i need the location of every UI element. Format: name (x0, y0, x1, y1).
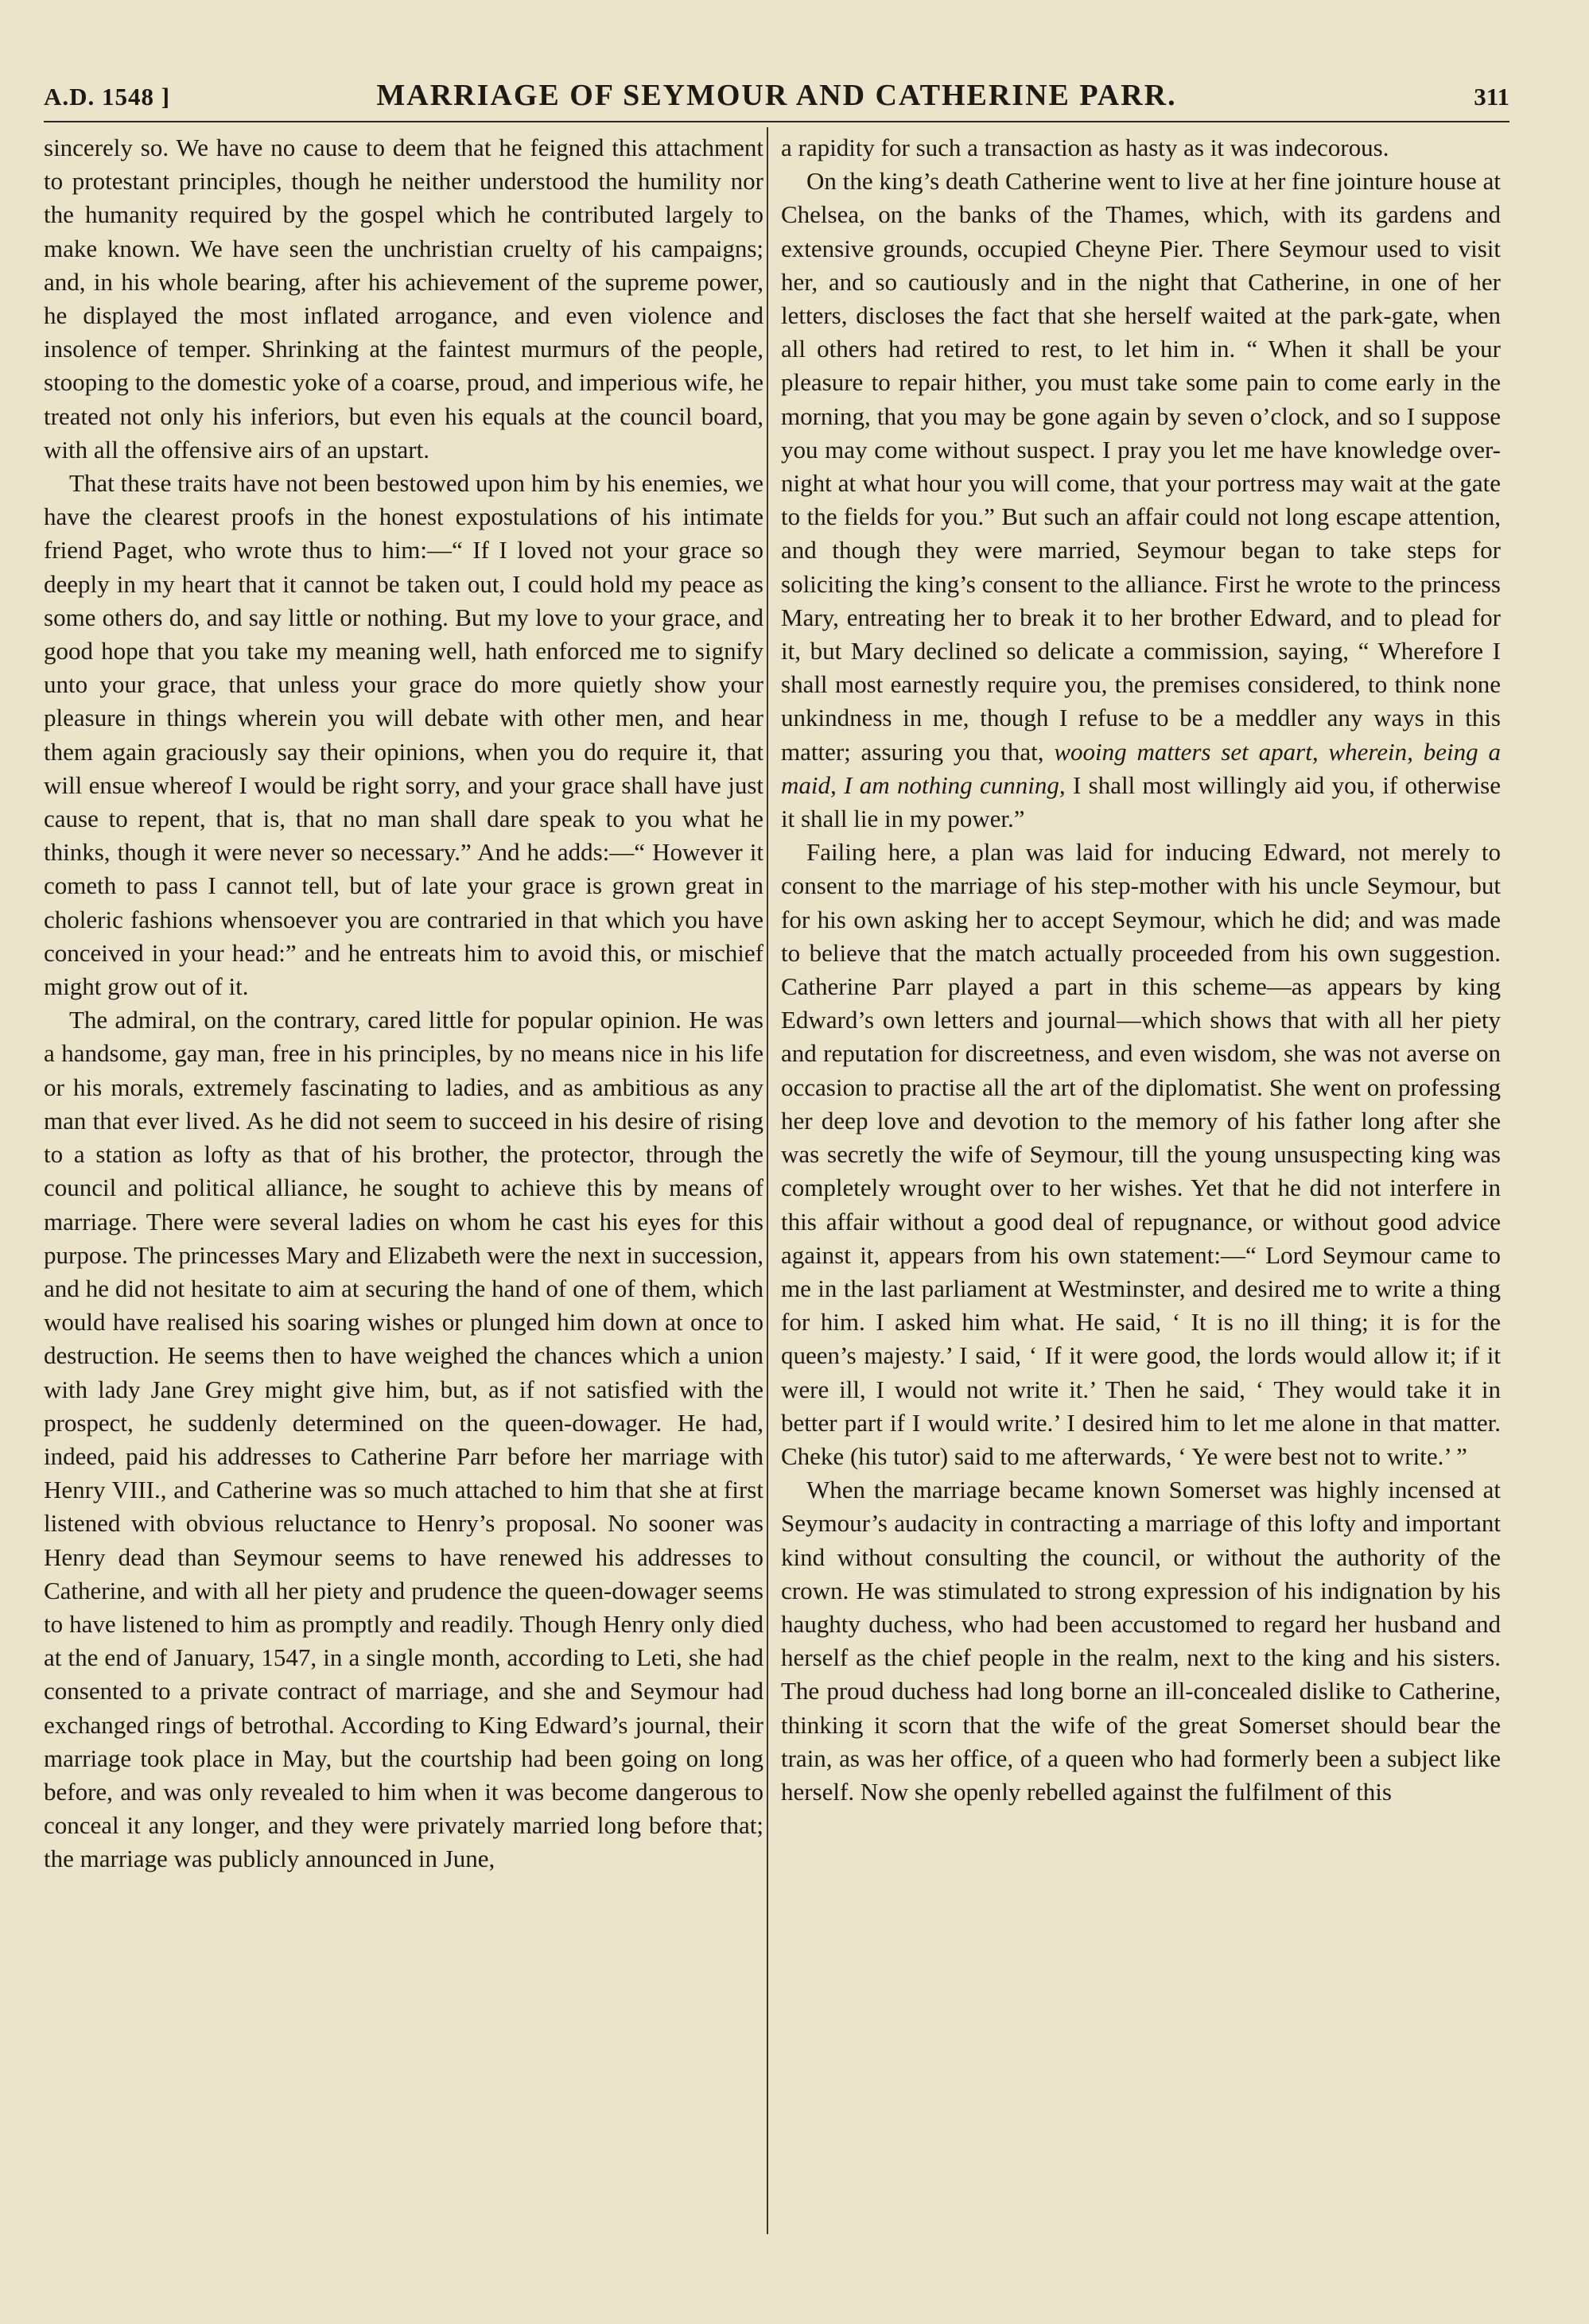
left-paragraph-1: sincerely so. We have no cause to deem that he feigned this attachment to protestant principles, though he neither understood the humility nor the humanity required by the gospel which he contributed largely to make known. We have seen the unchristian cruelty of his campaigns; and, in his whole bearing, after his achievement of the supreme power, he displayed the most inflated arrogance, and even violence and insolence of temper. Shrinking at the faintest murmurs of the people, stooping to the domestic yoke of a coarse, proud, and imperious wife, he treated not only his inferiors, but even his equals at the council board, with all the offensive airs of an upstart. (44, 134, 763, 464)
right-paragraph-4: When the marriage became known Somerset was highly incensed at Seymour’s audacity in contracting a marriage of this lofty and important kind without consulting the council, or without the authority of the crown. He was stimulated to strong expression of his indignation by his haughty duchess, who had been accustomed to regard her husband and herself as the chief people in the realm, next to the king and his sisters. The proud duchess had long borne an ill-concealed dislike to Catherine, thinking it scorn that the wife of the great Somerset should bear the train, as was her office, of a queen who had formerly been a subject like herself. Now she openly rebelled against the fulfilment of this (781, 1476, 1501, 1806)
right-paragraph-2 (781, 165, 1501, 836)
right-paragraph-2-text-a: On the king’s death Catherine went to live at her fine jointure house at Chelsea, on the banks of the Thames, which, with its gardens and extensive grounds, occupied Cheyne Pier. There Seymour used to visit her, and so cautiously and in the night that Catherine, in one of her letters, discloses the fact that she herself waited at the park-gate, when all others had retired to rest, to let him in. “ When it shall be your pleasure to repair hither, you must take some pain to come early in the morning, that you may be gone again by seven o’clock, and so I suppose you may come without suspect. I pray you let me have knowledge over-night at what hour you will come, that your portress may wait at the gate to the fields for you.” But such an affair could not long escape attention, and though they were married, Seymour began to take steps for soliciting the king’s consent to the alliance. First he wrote to the princess Mary, entreating her to break it to her brother Edward, and to plead for it, but Mary declined so delicate a commission, saying, “ Wherefore I shall most earnestly require you, the premises considered, to think none unkindness in me, though I refuse to be a meddler any ways in this matter; assuring you that, (781, 167, 1501, 766)
right-paragraph-1: a rapidity for such a transaction as hasty as it was indecorous. (781, 134, 1389, 161)
page-number: 311 (1474, 83, 1509, 111)
page-title: MARRIAGE OF SEYMOUR AND CATHERINE PARR. (376, 79, 1177, 112)
header-date: A.D. 1548 ] (44, 83, 171, 111)
column-divider (767, 127, 768, 2234)
right-column (781, 131, 1501, 1809)
left-paragraph-3: The admiral, on the contrary, cared little for popular opinion. He was a handsome, gay man, free in his principles, by no means nice in his life or his morals, extremely fascinating to ladies, and as ambitious as any man that ever lived. As he did not seem to succeed in his desire of rising to a station as lofty as that of his brother, the protector, through the council and political alliance, he sought to achieve this by means of marriage. There were several ladies on whom he cast his eyes for this purpose. The princesses Mary and Elizabeth were the next in succession, and he did not hesitate to aim at securing the hand of one of them, which would have realised his soaring wishes or plunged him down at once to destruction. He seems then to have weighed the chances which a union with lady Jane Grey might give him, but, as if not satisfied with the prospect, he suddenly determined on the queen-dowager. He had, indeed, paid his addresses to Catherine Parr before her marriage with Henry VIII., and Catherine was so much attached to him that she at first listened with obvious reluctance to Henry’s proposal. No sooner was Henry dead than Seymour seems to have renewed his addresses to Catherine, and with all her piety and prudence the queen-dowager seems to have listened to him as promptly and readily. Though Henry only died at the end of January, 1547, in a single month, according to Leti, she had consented to a private contract of marriage, and she and Seymour had exchanged rings of betrothal. According to King Edward’s journal, their marriage took place in May, but the courtship had been going on long before, and was only revealed to him when it was become dangerous to conceal it any longer, and they were privately married long before that; the marriage was publicly announced in June, (44, 1006, 763, 1873)
left-paragraph-2: That these traits have not been bestowed upon him by his enemies, we have the clearest proofs in the honest expostulations of his intimate friend Paget, who wrote thus to him:—“ If I loved not your grace so deeply in my heart that it cannot be taken out, I could hold my peace as some others do, and say little or nothing. But my love to your grace, and good hope that you take my meaning well, hath enforced me to signify unto your grace, that unless your grace do more quietly show your pleasure in things wherein you will debate with other men, and hear them again graciously say their opinions, when you do require it, that will ensue whereof I would be right sorry, and your grace shall have just cause to repent, that is, that no man shall dare speak to you what he thinks, though it were never so necessary.” And he adds:—“ However it cometh to pass I cannot tell, but of late your grace is grown great in choleric fashions whensoever you are contraried in that which you have conceived in your head:” and he entreats him to avoid this, or mischief might grow out of it. (44, 469, 763, 1001)
page-header (44, 73, 1509, 122)
right-paragraph-2-text-b: I shall most willingly aid you, if otherwise it shall lie in my power.” (781, 770, 1501, 833)
quoted-italic-phrase: wooing matters set apart, wherein, being a maid, I am nothing cunning, (781, 737, 1502, 799)
left-column (44, 131, 763, 1876)
right-paragraph-3: Failing here, a plan was laid for inducing Edward, not merely to consent to the marriage of his step-mother with his uncle Seymour, but for his own asking her to accept Seymour, which he did; and was made to believe that the match actually proceeded from his own suggestion. Catherine Parr played a part in this scheme—as appears by king Edward’s own letters and journal—which shows that with all her piety and reputation for discreetness, and even wisdom, she was not averse on occasion to practise all the art of the diplomatist. She went on professing her deep love and devotion to the memory of his father long after she was secretly the wife of Seymour, till the young unsuspecting king was completely wrought over to her wishes. Yet that he did not interfere in this affair without a good deal of repugnance, or without good advice against it, appears from his own statement:—“ Lord Seymour came to me in the last parliament at Westminster, and desired me to write a thing for him. I asked him what. He said, ‘ It is no ill thing; it is for the queen’s majesty.’ I said, ‘ If it were good, the lords would allow it; if it were ill, I would not write it.’ Then he said, ‘ They would take it in better part if I would write.’ I desired him to let me alone in that matter. Cheke (his tutor) said to me afterwards, ‘ Ye were best not to write.’ ” (781, 838, 1501, 1470)
